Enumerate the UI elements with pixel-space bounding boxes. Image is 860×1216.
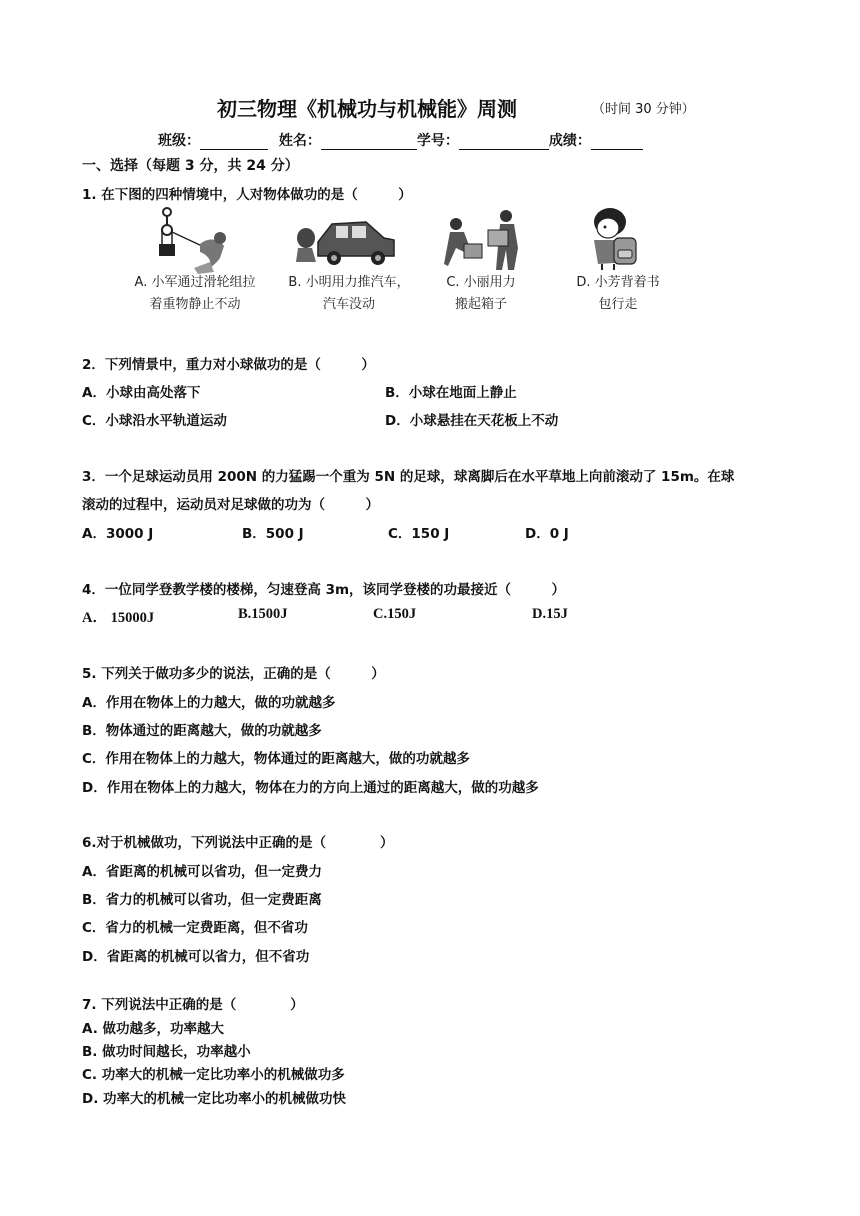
score-label: 成绩： (548, 133, 591, 149)
q5-option-a[interactable]: A．作用在物体上的力越大，做的功就越多 (82, 695, 336, 711)
q6-option-d[interactable]: D．省距离的机械可以省力，但不省功 (82, 949, 310, 965)
q3-option-c[interactable]: C．150 J (388, 526, 450, 542)
q1-option-b-caption: B. 小明用力推汽车， 汽车没动 (288, 275, 410, 312)
q3-option-a[interactable]: A．3000 J (82, 526, 154, 542)
q7-option-b[interactable]: B. 做功时间越长，功率越小 (82, 1044, 251, 1060)
q7-option-c[interactable]: C. 功率大的机械一定比功率小的机械做功多 (82, 1067, 345, 1083)
q5-stem: 5. 下列关于做功多少的说法，正确的是（ ） (82, 666, 385, 682)
car-push-figure-image (292, 212, 398, 268)
q7-option-d[interactable]: D. 功率大的机械一定比功率小的机械做功快 (82, 1091, 347, 1107)
q2-stem: 2．下列情景中，重力对小球做功的是（ ） (82, 357, 375, 373)
q2-option-d[interactable]: D．小球悬挂在天花板上不动 (385, 413, 559, 429)
lifting-box-figure-image (444, 208, 528, 272)
page-title: 初三物理《机械功与机械能》周测 (217, 97, 517, 121)
id-blank[interactable] (459, 135, 549, 150)
q6-option-a[interactable]: A．省距离的机械可以省功，但一定费力 (82, 864, 322, 880)
q4-option-a[interactable]: A． 15000J (82, 610, 155, 626)
q7-option-a[interactable]: A. 做功越多，功率越大 (82, 1021, 225, 1037)
name-label: 姓名： (278, 133, 321, 149)
pulley-figure-image (150, 206, 234, 276)
q5-option-d[interactable]: D．作用在物体上的力越大，物体在力的方向上通过的距离越大，做的功越多 (82, 780, 539, 796)
id-label: 学号： (416, 133, 459, 149)
q6-option-c[interactable]: C．省力的机械一定费距离，但不省功 (82, 920, 308, 936)
q1-option-d-caption: D. 小芳背着书 包行走 (576, 275, 660, 312)
q4-option-d[interactable]: D.15J (532, 606, 568, 622)
q2-option-c[interactable]: C．小球沿水平轨道运动 (82, 413, 227, 429)
q6-stem: 6.对于机械做功，下列说法中正确的是（ ） (82, 835, 394, 851)
q3-option-b[interactable]: B．500 J (242, 526, 304, 542)
q7-stem: 7. 下列说法中正确的是（ ） (82, 997, 304, 1013)
q3-stem-line1: 3．一个足球运动员用 200N 的力猛踢一个重为 5N 的足球，球离脚后在水平草地上向前滚动了 15m。在球 (82, 469, 735, 485)
class-blank[interactable] (200, 135, 268, 150)
q3-option-d[interactable]: D．0 J (525, 526, 569, 542)
q2-option-b[interactable]: B．小球在地面上静止 (385, 385, 517, 401)
q1-option-a-caption: A. 小军通过滑轮组拉 着重物静止不动 (134, 275, 256, 312)
q4-option-b[interactable]: B.1500J (238, 606, 288, 622)
section-heading: 一、选择（每题 3 分，共 24 分） (82, 158, 299, 174)
q1-option-c-caption: C. 小丽用力 搬起箱子 (446, 275, 516, 312)
q3-stem-line2: 滚动的过程中，运动员对足球做的功为（ ） (82, 497, 379, 513)
q6-option-b[interactable]: B．省力的机械可以省功，但一定费距离 (82, 892, 322, 908)
schoolbag-girl-figure-image (584, 206, 644, 272)
q5-option-c[interactable]: C．作用在物体上的力越大，物体通过的距离越大，做的功就越多 (82, 751, 470, 767)
q5-option-b[interactable]: B．物体通过的距离越大，做的功就越多 (82, 723, 322, 739)
q2-option-a[interactable]: A．小球由高处落下 (82, 385, 201, 401)
class-label: 班级： (158, 133, 200, 149)
score-blank[interactable] (591, 135, 643, 150)
name-blank[interactable] (321, 135, 417, 150)
time-note: （时间 30 分钟） (592, 102, 695, 117)
q1-stem: 1. 在下图的四种情境中，人对物体做功的是（ ） (82, 187, 412, 203)
q4-option-c[interactable]: C.150J (373, 606, 417, 622)
info-line (158, 130, 643, 150)
q4-stem: 4．一位同学登教学楼的楼梯，匀速登高 3m，该同学登楼的功最接近（ ） (82, 582, 566, 598)
